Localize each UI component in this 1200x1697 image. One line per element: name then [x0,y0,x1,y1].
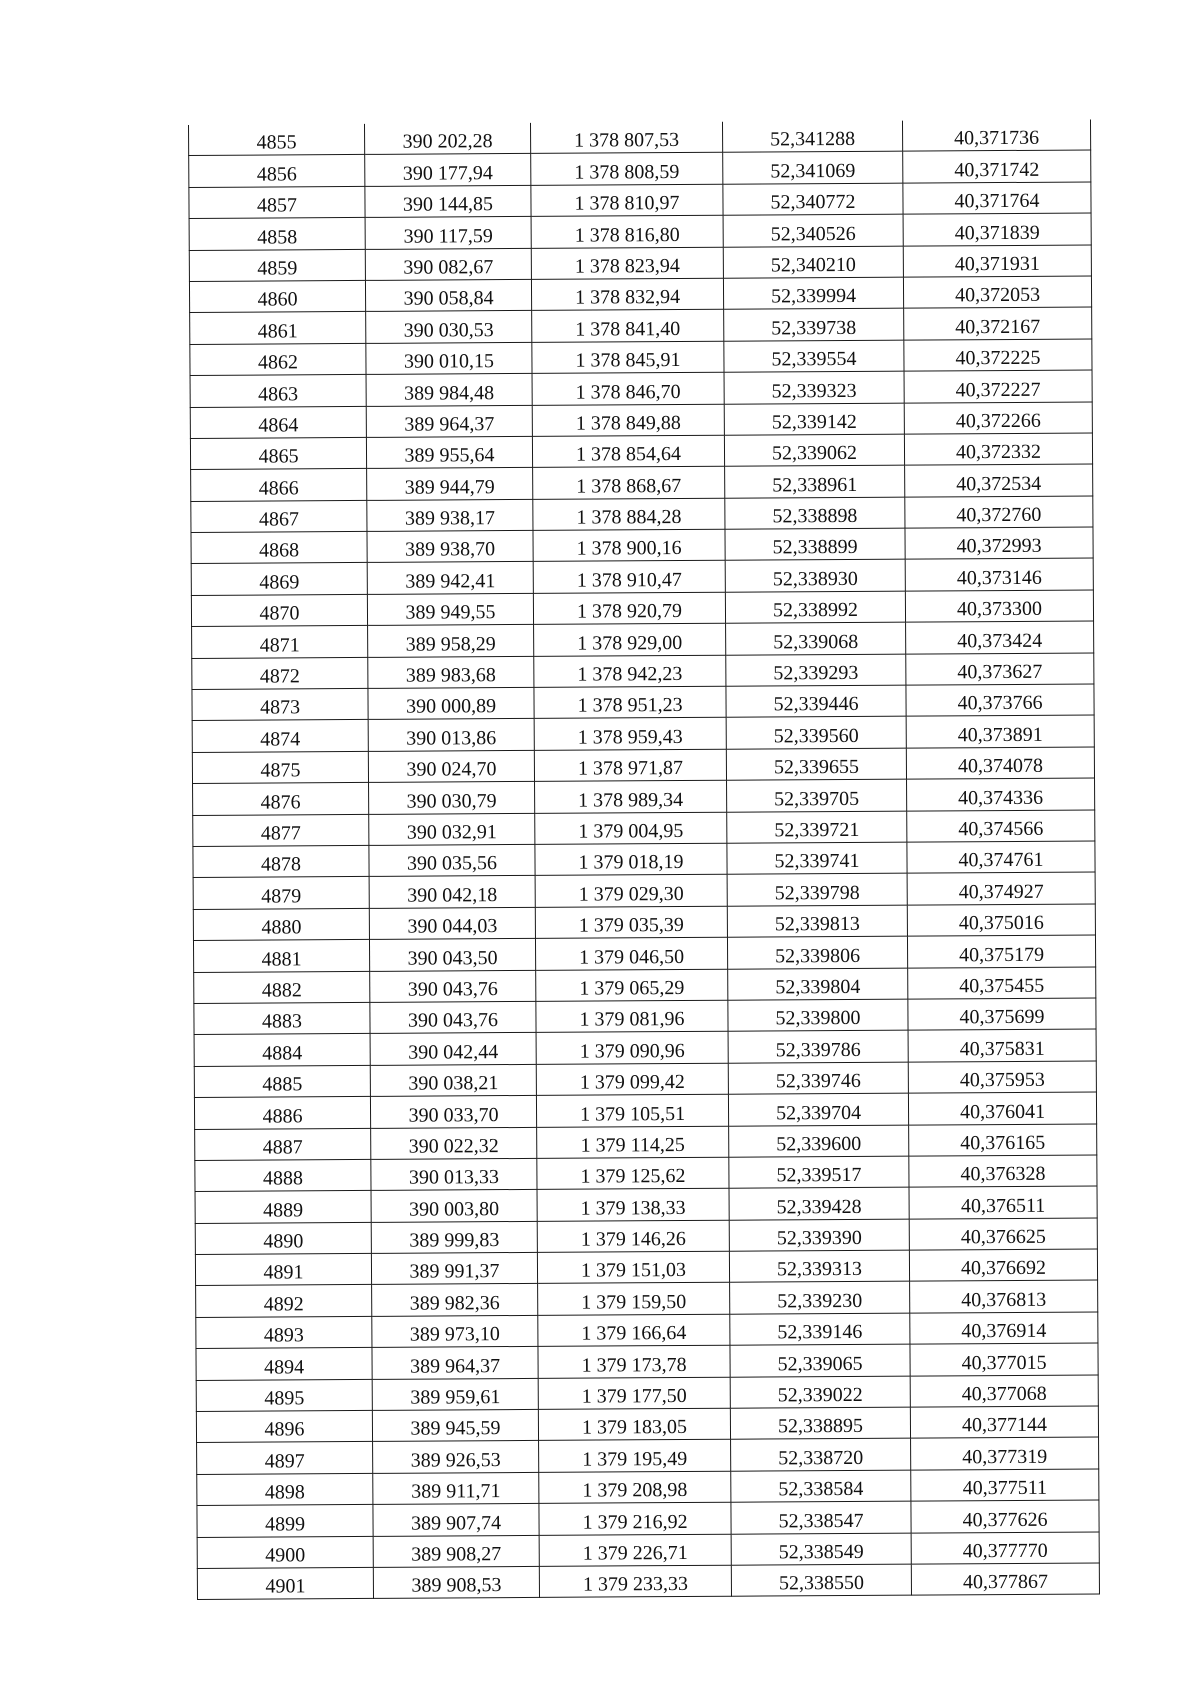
y-coordinate-cell: 1 378 971,87 [534,749,726,782]
point-number-cell: 4880 [193,908,369,940]
longitude-cell: 40,372167 [904,307,1092,340]
latitude-cell: 52,338720 [731,1439,911,1471]
latitude-cell: 52,340772 [723,183,903,215]
x-coordinate-cell: 390 117,59 [365,217,531,249]
y-coordinate-cell: 1 378 808,59 [531,153,723,186]
latitude-cell: 52,339065 [730,1344,910,1376]
latitude-cell: 52,338549 [731,1533,911,1565]
longitude-cell: 40,372227 [904,370,1092,403]
table-row [196,1280,1098,1317]
point-number-cell: 4873 [192,688,368,720]
point-number-cell: 4881 [193,940,369,972]
x-coordinate-cell: 390 044,03 [369,907,535,939]
y-coordinate-cell: 1 378 854,64 [532,435,724,468]
latitude-cell: 52,338550 [731,1564,911,1596]
y-coordinate-cell: 1 379 166,64 [538,1314,730,1347]
table-row [191,496,1093,533]
latitude-cell: 52,339704 [728,1093,908,1125]
latitude-cell: 52,338899 [725,528,905,560]
longitude-cell: 40,374761 [907,841,1095,874]
latitude-cell: 52,338584 [731,1470,911,1502]
longitude-cell: 40,376692 [909,1249,1097,1282]
table-row [189,213,1091,250]
table-row [191,590,1093,627]
longitude-cell: 40,377867 [911,1563,1099,1596]
x-coordinate-cell: 389 999,83 [371,1221,537,1253]
x-coordinate-cell: 389 911,71 [373,1472,539,1504]
point-number-cell: 4855 [188,124,364,156]
point-number-cell: 4862 [190,343,366,375]
table-row [190,339,1092,376]
point-number-cell: 4896 [196,1410,372,1442]
longitude-cell: 40,377068 [910,1375,1098,1408]
longitude-cell: 40,373146 [905,558,1093,591]
latitude-cell: 52,338898 [725,497,905,529]
table-row [191,464,1093,501]
x-coordinate-cell: 389 964,37 [372,1347,538,1379]
x-coordinate-cell: 390 042,18 [369,876,535,908]
x-coordinate-cell: 389 942,41 [367,562,533,594]
point-number-cell: 4887 [195,1128,371,1160]
latitude-cell: 52,339705 [727,779,907,811]
y-coordinate-cell: 1 378 929,00 [534,623,726,656]
longitude-cell: 40,372993 [905,527,1093,560]
table-row [193,841,1095,878]
longitude-cell: 40,373424 [906,621,1094,654]
x-coordinate-cell: 390 035,56 [369,844,535,876]
longitude-cell: 40,375953 [908,1061,1096,1094]
table-row [190,307,1092,344]
y-coordinate-cell: 1 378 868,67 [533,467,725,500]
table-row [197,1532,1099,1569]
x-coordinate-cell: 390 177,94 [365,154,531,186]
x-coordinate-cell: 390 032,91 [369,813,535,845]
latitude-cell: 52,339786 [728,1030,908,1062]
y-coordinate-cell: 1 379 114,25 [537,1126,729,1159]
latitude-cell: 52,339446 [726,685,906,717]
y-coordinate-cell: 1 378 959,43 [534,718,726,751]
longitude-cell: 40,373300 [905,590,1093,623]
point-number-cell: 4863 [190,375,366,407]
longitude-cell: 40,371764 [903,182,1091,215]
point-number-cell: 4877 [193,814,369,846]
latitude-cell: 52,339804 [728,968,908,1000]
longitude-cell: 40,375179 [907,935,1095,968]
y-coordinate-cell: 1 379 125,62 [537,1157,729,1190]
longitude-cell: 40,372534 [905,464,1093,497]
point-number-cell: 4899 [197,1505,373,1537]
y-coordinate-cell: 1 379 090,96 [536,1032,728,1065]
point-number-cell: 4860 [189,280,365,312]
latitude-cell: 52,339323 [724,371,904,403]
longitude-cell: 40,376041 [908,1092,1096,1125]
y-coordinate-cell: 1 378 832,94 [531,278,723,311]
y-coordinate-cell: 1 379 216,92 [539,1502,731,1535]
table-row [196,1312,1098,1349]
y-coordinate-cell: 1 378 951,23 [534,686,726,719]
x-coordinate-cell: 390 024,70 [368,750,534,782]
point-number-cell: 4875 [192,751,368,783]
point-number-cell: 4867 [191,500,367,532]
y-coordinate-cell: 1 378 989,34 [535,780,727,813]
point-number-cell: 4865 [190,437,366,469]
table-row [191,558,1093,595]
table-row [197,1469,1099,1506]
x-coordinate-cell: 389 908,27 [373,1535,539,1567]
x-coordinate-cell: 389 926,53 [373,1441,539,1473]
x-coordinate-cell: 389 959,61 [372,1378,538,1410]
table-row [195,1249,1097,1286]
longitude-cell: 40,375455 [908,967,1096,1000]
longitude-cell: 40,376625 [909,1218,1097,1251]
table-row [195,1123,1097,1160]
longitude-cell: 40,373627 [906,653,1094,686]
point-number-cell: 4884 [194,1034,370,1066]
longitude-cell: 40,372760 [905,496,1093,529]
x-coordinate-cell: 390 003,80 [371,1190,537,1222]
longitude-cell: 40,377319 [911,1437,1099,1470]
y-coordinate-cell: 1 378 849,88 [532,404,724,437]
table-row [193,810,1095,847]
longitude-cell: 40,374927 [907,872,1095,905]
y-coordinate-cell: 1 378 845,91 [532,341,724,374]
longitude-cell: 40,373891 [906,715,1094,748]
x-coordinate-cell: 390 038,21 [370,1064,536,1096]
y-coordinate-cell: 1 378 942,23 [534,655,726,688]
point-number-cell: 4868 [191,531,367,563]
y-coordinate-cell: 1 378 823,94 [531,247,723,280]
latitude-cell: 52,339230 [730,1282,910,1314]
x-coordinate-cell: 389 973,10 [372,1315,538,1347]
table-row [192,621,1094,658]
latitude-cell: 52,339022 [730,1376,910,1408]
y-coordinate-cell: 1 378 920,79 [533,592,725,625]
table-row [194,1061,1096,1098]
latitude-cell: 52,339806 [727,936,907,968]
point-number-cell: 4871 [192,626,368,658]
y-coordinate-cell: 1 379 146,26 [537,1220,729,1253]
x-coordinate-cell: 389 949,55 [367,593,533,625]
x-coordinate-cell: 390 042,44 [370,1033,536,1065]
point-number-cell: 4874 [192,720,368,752]
table-row [197,1437,1099,1474]
latitude-cell: 52,338992 [725,591,905,623]
y-coordinate-cell: 1 378 841,40 [532,310,724,343]
y-coordinate-cell: 1 379 173,78 [538,1345,730,1378]
longitude-cell: 40,374078 [906,747,1094,780]
y-coordinate-cell: 1 378 816,80 [531,215,723,248]
table-row [195,1186,1097,1223]
table-row [197,1563,1099,1600]
table-row [196,1375,1098,1412]
y-coordinate-cell: 1 379 004,95 [535,812,727,845]
latitude-cell: 52,339068 [726,622,906,654]
longitude-cell: 40,377626 [911,1500,1099,1533]
longitude-cell: 40,371736 [902,119,1090,151]
table-row [189,182,1091,219]
point-number-cell: 4878 [193,845,369,877]
latitude-cell: 52,339390 [729,1219,909,1251]
longitude-cell: 40,377015 [910,1343,1098,1376]
latitude-cell: 52,339560 [726,717,906,749]
point-number-cell: 4898 [197,1473,373,1505]
point-number-cell: 4864 [190,406,366,438]
latitude-cell: 52,338547 [731,1501,911,1533]
point-number-cell: 4869 [191,563,367,595]
x-coordinate-cell: 390 030,53 [366,311,532,343]
x-coordinate-cell: 389 908,53 [373,1566,539,1598]
y-coordinate-cell: 1 379 081,96 [536,1000,728,1033]
table-row [190,370,1092,407]
x-coordinate-cell: 389 984,48 [366,374,532,406]
x-coordinate-cell: 390 043,76 [370,970,536,1002]
y-coordinate-cell: 1 378 884,28 [533,498,725,531]
table-row [190,433,1092,470]
y-coordinate-cell: 1 378 810,97 [531,184,723,217]
point-number-cell: 4872 [192,657,368,689]
y-coordinate-cell: 1 379 151,03 [537,1251,729,1284]
latitude-cell: 52,339062 [724,434,904,466]
table-row [189,276,1091,313]
table-row [193,935,1095,972]
latitude-cell: 52,339313 [729,1250,909,1282]
x-coordinate-cell: 390 033,70 [370,1095,536,1127]
point-number-cell: 4879 [193,877,369,909]
x-coordinate-cell: 390 144,85 [365,185,531,217]
table-row [196,1406,1098,1443]
y-coordinate-cell: 1 378 807,53 [530,122,722,154]
y-coordinate-cell: 1 379 138,33 [537,1188,729,1221]
x-coordinate-cell: 389 938,17 [367,499,533,531]
y-coordinate-cell: 1 379 159,50 [538,1283,730,1316]
point-number-cell: 4892 [196,1285,372,1317]
x-coordinate-cell: 390 013,86 [368,719,534,751]
y-coordinate-cell: 1 379 183,05 [538,1408,730,1441]
table-row [192,653,1094,690]
longitude-cell: 40,376914 [910,1312,1098,1345]
latitude-cell: 52,339142 [724,403,904,435]
point-number-cell: 4893 [196,1316,372,1348]
longitude-cell: 40,373766 [906,684,1094,717]
longitude-cell: 40,375831 [908,1029,1096,1062]
longitude-cell: 40,376813 [910,1280,1098,1313]
y-coordinate-cell: 1 378 900,16 [533,529,725,562]
y-coordinate-cell: 1 379 018,19 [535,843,727,876]
point-number-cell: 4891 [195,1253,371,1285]
table-row [196,1343,1098,1380]
table-row [194,1092,1096,1129]
longitude-cell: 40,375699 [908,998,1096,1031]
longitude-cell: 40,371742 [903,150,1091,183]
longitude-cell: 40,374336 [907,778,1095,811]
point-number-cell: 4876 [193,783,369,815]
x-coordinate-cell: 390 058,84 [365,279,531,311]
x-coordinate-cell: 390 030,79 [369,782,535,814]
coordinates-table [188,119,1100,1600]
table-row [195,1218,1097,1255]
x-coordinate-cell: 390 202,28 [364,123,530,155]
table-row [194,967,1096,1004]
table-row [192,684,1094,721]
point-number-cell: 4882 [194,971,370,1003]
table-row [197,1500,1099,1537]
longitude-cell: 40,375016 [907,904,1095,937]
y-coordinate-cell: 1 379 035,39 [535,906,727,939]
point-number-cell: 4858 [189,218,365,250]
table-row [193,872,1095,909]
y-coordinate-cell: 1 379 233,33 [539,1565,731,1598]
latitude-cell: 52,341069 [723,152,903,184]
latitude-cell: 52,339800 [728,999,908,1031]
table-row [192,747,1094,784]
y-coordinate-cell: 1 378 910,47 [533,561,725,594]
table-row [193,778,1095,815]
y-coordinate-cell: 1 379 065,29 [536,969,728,1002]
longitude-cell: 40,377770 [911,1532,1099,1565]
coordinates-table-body [188,119,1099,1599]
x-coordinate-cell: 390 000,89 [368,687,534,719]
latitude-cell: 52,339517 [729,1156,909,1188]
longitude-cell: 40,372266 [904,401,1092,434]
latitude-cell: 52,339813 [727,905,907,937]
point-number-cell: 4894 [196,1348,372,1380]
longitude-cell: 40,376165 [909,1123,1097,1156]
latitude-cell: 52,340526 [723,214,903,246]
y-coordinate-cell: 1 379 208,98 [539,1471,731,1504]
x-coordinate-cell: 389 964,37 [366,405,532,437]
point-number-cell: 4886 [194,1097,370,1129]
longitude-cell: 40,377144 [910,1406,1098,1439]
point-number-cell: 4895 [196,1379,372,1411]
x-coordinate-cell: 389 938,70 [367,530,533,562]
point-number-cell: 4889 [195,1191,371,1223]
point-number-cell: 4883 [194,1002,370,1034]
y-coordinate-cell: 1 379 177,50 [538,1377,730,1410]
x-coordinate-cell: 390 043,76 [370,1001,536,1033]
x-coordinate-cell: 390 010,15 [366,342,532,374]
point-number-cell: 4890 [195,1222,371,1254]
table-row [188,119,1090,155]
latitude-cell: 52,339741 [727,842,907,874]
longitude-cell: 40,376511 [909,1186,1097,1219]
x-coordinate-cell: 389 907,74 [373,1504,539,1536]
latitude-cell: 52,338930 [725,560,905,592]
latitude-cell: 52,339554 [724,340,904,372]
longitude-cell: 40,377511 [911,1469,1099,1502]
latitude-cell: 52,338895 [730,1407,910,1439]
longitude-cell: 40,374566 [907,810,1095,843]
latitude-cell: 52,339600 [729,1125,909,1157]
latitude-cell: 52,341288 [722,121,902,153]
latitude-cell: 52,339146 [730,1313,910,1345]
x-coordinate-cell: 389 982,36 [372,1284,538,1316]
longitude-cell: 40,372225 [904,339,1092,372]
y-coordinate-cell: 1 379 046,50 [535,937,727,970]
point-number-cell: 4857 [189,186,365,218]
x-coordinate-cell: 389 958,29 [368,625,534,657]
table-row [189,150,1091,187]
point-number-cell: 4897 [197,1442,373,1474]
table-row [190,401,1092,438]
y-coordinate-cell: 1 378 846,70 [532,372,724,405]
latitude-cell: 52,339746 [728,1062,908,1094]
point-number-cell: 4900 [197,1536,373,1568]
table-row [195,1155,1097,1192]
y-coordinate-cell: 1 379 029,30 [535,875,727,908]
point-number-cell: 4856 [189,155,365,187]
latitude-cell: 52,339655 [726,748,906,780]
table-row [191,527,1093,564]
point-number-cell: 4901 [197,1567,373,1599]
point-number-cell: 4888 [195,1159,371,1191]
latitude-cell: 52,340210 [723,246,903,278]
x-coordinate-cell: 389 955,64 [366,436,532,468]
table-row [192,715,1094,752]
x-coordinate-cell: 389 944,79 [367,468,533,500]
table-row [194,998,1096,1035]
y-coordinate-cell: 1 379 105,51 [536,1094,728,1127]
y-coordinate-cell: 1 379 195,49 [539,1440,731,1473]
y-coordinate-cell: 1 379 226,71 [539,1534,731,1567]
y-coordinate-cell: 1 379 099,42 [536,1063,728,1096]
x-coordinate-cell: 390 043,50 [369,939,535,971]
longitude-cell: 40,371839 [903,213,1091,246]
x-coordinate-cell: 390 082,67 [365,248,531,280]
point-number-cell: 4859 [189,249,365,281]
longitude-cell: 40,376328 [909,1155,1097,1188]
x-coordinate-cell: 390 013,33 [371,1158,537,1190]
x-coordinate-cell: 389 991,37 [371,1252,537,1284]
x-coordinate-cell: 389 945,59 [372,1409,538,1441]
latitude-cell: 52,338961 [725,465,905,497]
latitude-cell: 52,339428 [729,1187,909,1219]
point-number-cell: 4870 [191,594,367,626]
x-coordinate-cell: 389 983,68 [368,656,534,688]
table-row [193,904,1095,941]
table-row [189,245,1091,282]
x-coordinate-cell: 390 022,32 [371,1127,537,1159]
table-row [194,1029,1096,1066]
latitude-cell: 52,339721 [727,811,907,843]
longitude-cell: 40,371931 [903,245,1091,278]
latitude-cell: 52,339798 [727,873,907,905]
latitude-cell: 52,339738 [724,308,904,340]
point-number-cell: 4866 [191,469,367,501]
latitude-cell: 52,339994 [723,277,903,309]
longitude-cell: 40,372053 [903,276,1091,309]
point-number-cell: 4885 [194,1065,370,1097]
latitude-cell: 52,339293 [726,654,906,686]
longitude-cell: 40,372332 [904,433,1092,466]
point-number-cell: 4861 [190,312,366,344]
